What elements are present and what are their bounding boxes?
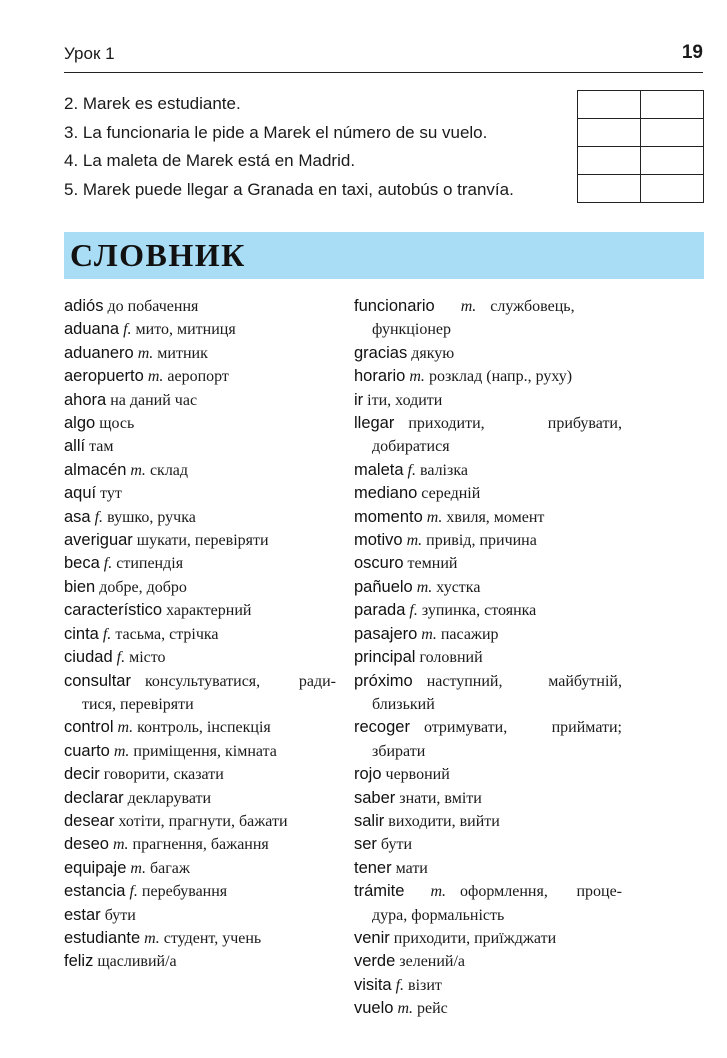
vocabulary-entry (64, 787, 336, 810)
translation: щось (99, 415, 135, 433)
headword: próximo (354, 671, 413, 690)
headword: aquí (64, 484, 97, 503)
vocabulary-entry (64, 365, 336, 388)
vocabulary-entry (64, 763, 336, 786)
headword: rojo (354, 765, 382, 784)
entry-line (354, 716, 622, 739)
entry-line (354, 412, 622, 435)
statement-item: 4. La maleta de Marek está en Madrid. (64, 151, 356, 170)
translation (460, 880, 622, 903)
headword: vuelo (354, 999, 394, 1018)
entry-line (354, 810, 622, 833)
grammar-label: f. (129, 883, 138, 901)
vocabulary-entry (354, 365, 622, 388)
answer-cell[interactable] (641, 175, 704, 203)
entry-line (354, 506, 622, 529)
vocabulary-entry (64, 646, 336, 669)
headword: asa (64, 507, 91, 526)
answer-cell[interactable] (578, 175, 641, 203)
headword: desear (64, 811, 115, 830)
translation: зупинка, стоянка (421, 602, 537, 620)
translation: на даний час (110, 391, 198, 409)
translation: до побачення (107, 298, 199, 315)
headword: decir (64, 765, 100, 784)
entry-line (64, 506, 336, 529)
headword: tener (354, 858, 392, 877)
entry-line (64, 482, 336, 505)
entry-line (64, 927, 336, 950)
vocabulary-entry (64, 412, 336, 435)
grammar-label: m. (426, 508, 443, 526)
answer-grid (577, 90, 704, 203)
headword: saber (354, 788, 396, 807)
translation-word: ради- (298, 672, 336, 690)
grammar-label: f. (94, 508, 104, 526)
headword-group (354, 880, 446, 903)
translation: контроль, інспекція (137, 719, 271, 737)
page-number: 19 (681, 42, 703, 63)
entry-line (354, 342, 622, 365)
translation-continued: тися, перевіряти (82, 695, 194, 713)
entry-line (354, 997, 622, 1020)
translation: добре, добро (99, 578, 187, 596)
grammar-label: f. (102, 625, 112, 643)
headword: funcionario (354, 297, 435, 315)
vocabulary-entry (354, 716, 622, 763)
grammar-label: m. (147, 368, 164, 386)
entry-line (64, 318, 336, 341)
vocabulary-entry (354, 950, 622, 973)
headword: salir (354, 811, 385, 830)
vocabulary-entry (354, 529, 622, 552)
vocabulary-entry (354, 599, 622, 622)
translation (427, 670, 622, 693)
headword: estudiante (64, 928, 141, 947)
vocabulary-entry (64, 295, 336, 318)
entry-line (64, 810, 336, 833)
headword: averiguar (64, 531, 133, 550)
translation: хвиля, момент (446, 508, 545, 526)
translation: рейс (417, 1000, 448, 1018)
entry-line (64, 623, 336, 646)
entry-line (354, 576, 622, 599)
vocabulary-entry (354, 974, 622, 997)
translation: знати, вміти (399, 789, 482, 807)
entry-line (354, 787, 622, 810)
entry-line (64, 459, 336, 482)
headword: parada (354, 601, 406, 620)
headword: recoger (354, 718, 410, 737)
answer-cell[interactable] (641, 119, 704, 147)
translation: шукати, перевіряти (136, 532, 269, 550)
translation: хотіти, прагнути, бажати (118, 812, 288, 830)
statement-list (64, 90, 574, 204)
translation-word: наступний, (426, 672, 503, 690)
headword: estancia (64, 882, 126, 901)
grammar-label: m. (406, 532, 423, 550)
translation: темний (407, 555, 458, 573)
entry-line (64, 599, 336, 622)
headword: maleta (354, 460, 404, 479)
vocabulary-entry (64, 435, 336, 458)
vocabulary-entry (354, 810, 622, 833)
headword: declarar (64, 788, 124, 807)
headword: cuarto (64, 741, 110, 760)
lesson-label: Урок 1 (64, 44, 115, 63)
headword: ir (354, 390, 364, 409)
vocabulary-entry (64, 670, 336, 717)
translation: місто (129, 649, 166, 667)
translation: розклад (напр., руху) (428, 368, 573, 386)
vocabulary-entry (354, 833, 622, 856)
grammar-label: m. (117, 719, 134, 737)
entry-line (64, 435, 336, 458)
translation-continued: функціонер (372, 321, 451, 339)
translation: тут (100, 485, 122, 503)
translation: студент, учень (163, 929, 262, 947)
vocabulary-entry (64, 950, 336, 973)
grammar-label: f. (395, 976, 405, 994)
translation: бути (380, 836, 413, 854)
headword: pañuelo (354, 577, 413, 596)
translation (490, 295, 622, 318)
statement-item: 5. Marek puede llegar a Granada en taxi, autobús o tranvía. (64, 179, 514, 199)
entry-line (64, 904, 336, 927)
translation: візит (408, 976, 442, 994)
translation: тасьма, стрічка (115, 625, 219, 643)
vocabulary-entry (354, 412, 622, 459)
vocabulary-entry (64, 459, 336, 482)
translation-word: прибувати, (547, 415, 622, 433)
translation: щасливий/а (97, 953, 177, 971)
entry-line (354, 365, 622, 388)
vocabulary-entry (64, 318, 336, 341)
translation: перебування (141, 883, 228, 901)
entry-line (64, 389, 336, 412)
grammar-label: f. (123, 321, 132, 339)
entry-line (64, 412, 336, 435)
headword: pasajero (354, 624, 418, 643)
vocabulary-entry (354, 295, 622, 342)
headword: consultar (64, 671, 131, 690)
translation-word: приходити, (408, 415, 485, 433)
grammar-label: m. (397, 1000, 414, 1018)
vocabulary-entry (354, 482, 622, 505)
entry-line (354, 950, 622, 973)
entry-line (64, 950, 336, 973)
headword: gracias (354, 343, 408, 362)
answer-cell[interactable] (578, 147, 641, 175)
vocabulary-entry (354, 506, 622, 529)
entry-line (354, 646, 622, 669)
entry-line (64, 857, 336, 880)
translation: пасажир (440, 625, 499, 643)
translation: головний (419, 649, 483, 667)
headword: equipaje (64, 858, 127, 877)
entry-line (354, 482, 622, 505)
vocabulary-entry (354, 787, 622, 810)
headword: llegar (354, 414, 395, 433)
entry-line (354, 857, 622, 880)
answer-cell[interactable] (578, 91, 641, 119)
grammar-label: m. (416, 578, 433, 596)
headword: almacén (64, 460, 127, 479)
vocabulary-entry (64, 576, 336, 599)
translation: говорити, сказати (103, 766, 224, 784)
entry-line (64, 763, 336, 786)
translation (408, 412, 622, 435)
entry-line (354, 459, 622, 482)
headword: deseo (64, 835, 109, 854)
headword: trámite (354, 882, 405, 901)
answer-cell[interactable] (578, 119, 641, 147)
page-header (64, 38, 703, 73)
headword: allí (64, 437, 86, 456)
statement-item: 2. Marek es estudiante. (64, 94, 241, 113)
vocabulary-entry (354, 763, 622, 786)
vocabulary-column-right (354, 295, 622, 1021)
translation-word: оформлення, (460, 883, 548, 901)
headword: beca (64, 554, 100, 573)
grammar-label: m. (144, 929, 160, 947)
grammar-label: m. (112, 836, 129, 854)
translation (424, 716, 622, 739)
translation: мито, митниця (135, 321, 236, 339)
translation: бути (104, 906, 136, 924)
vocabulary-entry (354, 576, 622, 599)
answer-cell[interactable] (641, 91, 704, 119)
grammar-label: f. (103, 555, 113, 573)
translation: характерний (166, 602, 252, 620)
translation-word: отримувати, (423, 719, 508, 737)
grammar-label: m. (130, 461, 146, 479)
headword: aduana (64, 320, 120, 339)
entry-line (354, 599, 622, 622)
translation: привід, причина (426, 532, 537, 550)
vocabulary-entry (64, 623, 336, 646)
headword: aeropuerto (64, 367, 144, 386)
vocabulary-entry (354, 389, 622, 412)
headword: ser (354, 835, 377, 854)
vocabulary-entry (354, 670, 622, 717)
answer-cell[interactable] (641, 147, 704, 175)
entry-line (354, 670, 622, 693)
grammar-label: m. (130, 859, 146, 877)
translation-word: службовець, (490, 298, 575, 315)
headword: ciudad (64, 648, 113, 667)
vocabulary-entry (64, 833, 336, 856)
entry-line (64, 576, 336, 599)
entry-line (354, 763, 622, 786)
vocabulary-entry (354, 857, 622, 880)
vocabulary-entry (64, 342, 336, 365)
entry-line (64, 529, 336, 552)
vocabulary-entry (354, 880, 622, 927)
vocabulary-entry (354, 459, 622, 482)
translation-continued: близький (372, 695, 435, 713)
translation: приміщення, кімната (133, 742, 277, 760)
headword: algo (64, 414, 96, 433)
translation: вушко, ручка (107, 508, 196, 526)
answer-row (578, 119, 704, 147)
translation (145, 670, 336, 693)
vocabulary-entry (354, 623, 622, 646)
answer-row (578, 91, 704, 119)
entry-line (64, 295, 336, 318)
translation-word: консультуватися, (144, 672, 261, 690)
headword: oscuro (354, 554, 404, 573)
vocabulary-entry (354, 646, 622, 669)
grammar-label: m. (421, 625, 437, 643)
headword: aduanero (64, 343, 134, 362)
grammar-label: m. (113, 742, 130, 760)
entry-line (354, 974, 622, 997)
vocabulary-entry (354, 997, 622, 1020)
translation: приходити, приїжджати (393, 929, 557, 947)
translation: прагнення, бажання (132, 836, 269, 854)
headword: ahora (64, 390, 107, 409)
vocabulary-entry (64, 857, 336, 880)
translation: середній (421, 485, 481, 503)
entry-line (64, 833, 336, 856)
entry-line (354, 623, 622, 646)
entry-line (64, 880, 336, 903)
headword: principal (354, 648, 416, 667)
vocabulary-entry (354, 927, 622, 950)
grammar-label: m. (460, 298, 477, 315)
statement-item: 3. La funcionaria le pide a Marek el número de su vuelo. (64, 122, 488, 142)
translation: склад (149, 461, 189, 479)
headword: bien (64, 577, 96, 596)
vocabulary-entry (64, 529, 336, 552)
vocabulary-entry (64, 810, 336, 833)
entry-line (354, 552, 622, 575)
vocabulary-entry (354, 552, 622, 575)
entry-line (64, 552, 336, 575)
translation-continued: добиратися (372, 438, 450, 456)
headword: horario (354, 367, 406, 386)
translation: багаж (149, 859, 190, 877)
translation-continued: дура, формальність (372, 906, 505, 924)
entry-line (64, 716, 336, 739)
vocabulary-entry (64, 552, 336, 575)
entry-line (354, 295, 622, 318)
vocabulary-column-left (64, 295, 336, 974)
translation-word: проце- (576, 883, 622, 901)
headword: visita (354, 975, 392, 994)
headword: característico (64, 601, 163, 620)
translation: хустка (436, 578, 481, 596)
headword: venir (354, 928, 390, 947)
grammar-label: m. (137, 344, 154, 362)
grammar-label: f. (407, 461, 416, 479)
vocabulary-entry (64, 716, 336, 739)
translation: виходити, вийти (388, 812, 500, 830)
translation-continued: збирати (372, 742, 426, 760)
entry-line (64, 740, 336, 763)
headword: adiós (64, 297, 104, 315)
translation: іти, ходити (367, 391, 443, 409)
translation: там (89, 438, 114, 456)
answer-row (578, 147, 704, 175)
translation: зелений/а (399, 953, 466, 971)
entry-line (64, 342, 336, 365)
headword: control (64, 718, 114, 737)
entry-line (64, 787, 336, 810)
grammar-label: m. (409, 368, 425, 386)
entry-line (64, 646, 336, 669)
vocabulary-entry (64, 506, 336, 529)
vocabulary-entry (64, 740, 336, 763)
translation: декларувати (127, 789, 212, 807)
entry-line (354, 833, 622, 856)
section-banner (64, 232, 704, 279)
translation: червоний (385, 766, 450, 784)
vocabulary-entry (64, 389, 336, 412)
grammar-label: f. (409, 602, 418, 620)
entry-line (354, 880, 622, 903)
answer-row (578, 175, 704, 203)
translation: аеропорт (167, 368, 229, 386)
entry-line (354, 529, 622, 552)
entry-line (64, 365, 336, 388)
headword: cinta (64, 624, 99, 643)
translation: мати (395, 859, 428, 877)
headword: momento (354, 507, 423, 526)
vocabulary-entry (64, 904, 336, 927)
vocabulary-entry (64, 880, 336, 903)
vocabulary-entry (354, 342, 622, 365)
headword-group (354, 295, 476, 318)
translation-word: майбутній, (548, 672, 622, 690)
headword: estar (64, 905, 101, 924)
headword: motivo (354, 531, 403, 550)
vocabulary-entry (64, 482, 336, 505)
headword: feliz (64, 952, 94, 971)
headword: mediano (354, 484, 418, 503)
headword: verde (354, 952, 396, 971)
section-title: СЛОВНИК (70, 237, 246, 273)
entry-line (354, 927, 622, 950)
grammar-label: m. (430, 883, 446, 901)
translation: митник (157, 344, 208, 362)
translation: дякую (411, 344, 455, 362)
vocabulary-entry (64, 599, 336, 622)
grammar-label: f. (116, 649, 126, 667)
entry-line (64, 670, 336, 693)
translation: валізка (419, 461, 468, 479)
translation-word: приймати; (551, 719, 622, 737)
translation: стипендія (116, 555, 184, 573)
entry-line (354, 389, 622, 412)
vocabulary-entry (64, 927, 336, 950)
